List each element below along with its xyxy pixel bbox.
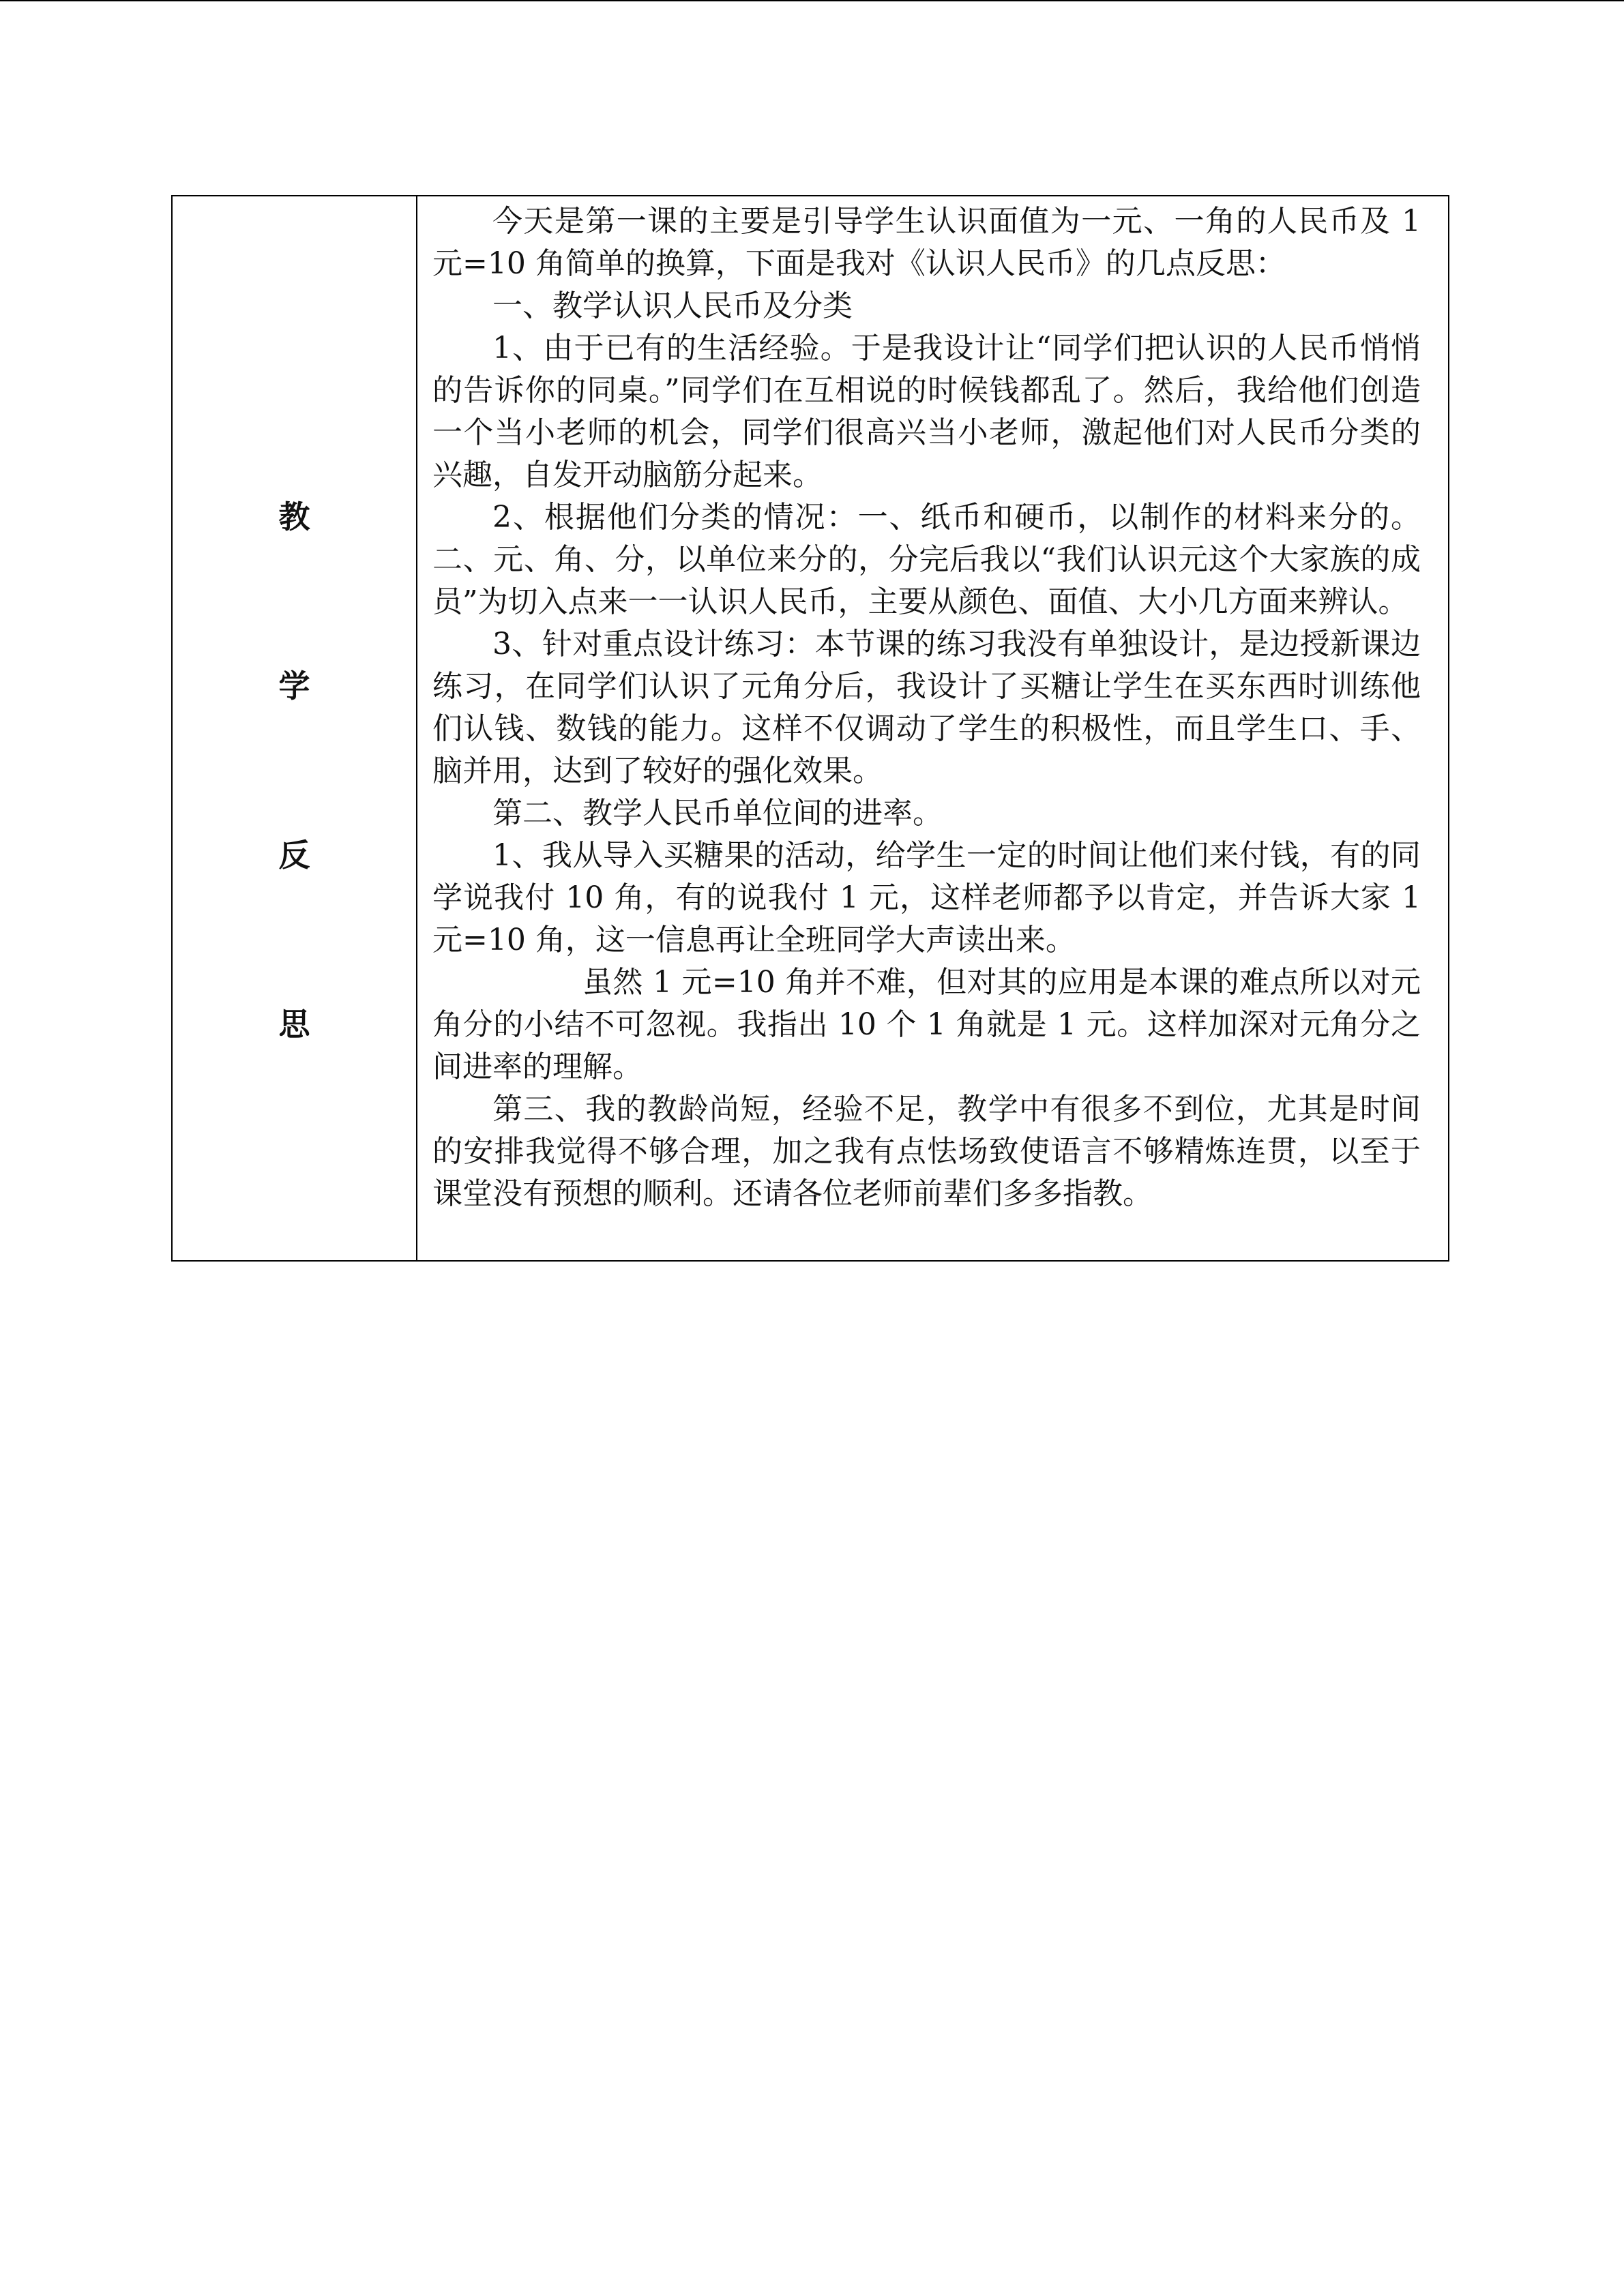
section-label-char-3: 反 [278, 837, 310, 874]
section-label-char-2: 学 [278, 668, 310, 704]
paragraph-section-2-summary: 虽然 1 元=10 角并不难，但对其的应用是本课的难点所以对元角分的小结不可忽视。我指出 10 个 1 角就是 1 元。这样加深对元角分之间进率的理解。 [432, 965, 1421, 1084]
paragraph-point-1: 1、由于已有的生活经验。于是我设计让“同学们把认识的人民币悄悄的告诉你的同桌。”同学们在互相说的时候钱都乱了。然后，我给他们创造一个当小老师的机会，同学们很高兴当小老师，激起他们对人民币分类的兴趣，自发开动脑筋分起来。 [432, 331, 1421, 492]
table-row [172, 196, 1449, 1261]
paragraph-section-1-heading: 一、教学认识人民币及分类 [492, 288, 853, 323]
section-label-cell [172, 196, 417, 1261]
paragraph-point-3: 3、针对重点设计练习：本节课的练习我没有单独设计，是边授新课边练习，在同学们认识了元角分后，我设计了买糖让学生在买东西时训练他们认钱、数钱的能力。这样不仅调动了学生的积极性，而且学生口、手、脑并用，达到了较好的强化效果。 [432, 627, 1421, 788]
reflection-content-cell [417, 196, 1449, 1261]
page-top-border [0, 0, 1624, 1]
paragraph-section-3: 第三、我的教龄尚短，经验不足，教学中有很多不到位，尤其是时间的安排我觉得不够合理，加之我有点怯场致使语言不够精炼连贯，以至于课堂没有预想的顺利。还请各位老师前辈们多多指教。 [432, 1092, 1421, 1211]
section-label-char-1: 教 [278, 498, 310, 535]
paragraph-section-2-point-1: 1、我从导入买糖果的活动，给学生一定的时间让他们来付钱，有的同学说我付 10 角，有的说我付 1 元，这样老师都予以肯定，并告诉大家 1 元=10 角，这一信息再让全班同学大声读出来。 [432, 838, 1421, 957]
section-label-char-4: 思 [278, 1006, 310, 1043]
paragraph-section-2-heading: 第二、教学人民币单位间的进率。 [492, 796, 943, 831]
paragraph-intro: 今天是第一课的主要是引导学生认识面值为一元、一角的人民币及 1 元=10 角简单的换算，下面是我对《认识人民币》的几点反思： [432, 204, 1421, 281]
teaching-reflection-table [171, 195, 1449, 1262]
paragraph-point-2: 2、根据他们分类的情况：一、纸币和硬币，以制作的材料来分的。二、元、角、分，以单位来分的，分完后我以“我们认识元这个大家族的成员”为切入点来一一认识人民币，主要从颜色、面值、大小几方面来辨认。 [432, 500, 1421, 619]
